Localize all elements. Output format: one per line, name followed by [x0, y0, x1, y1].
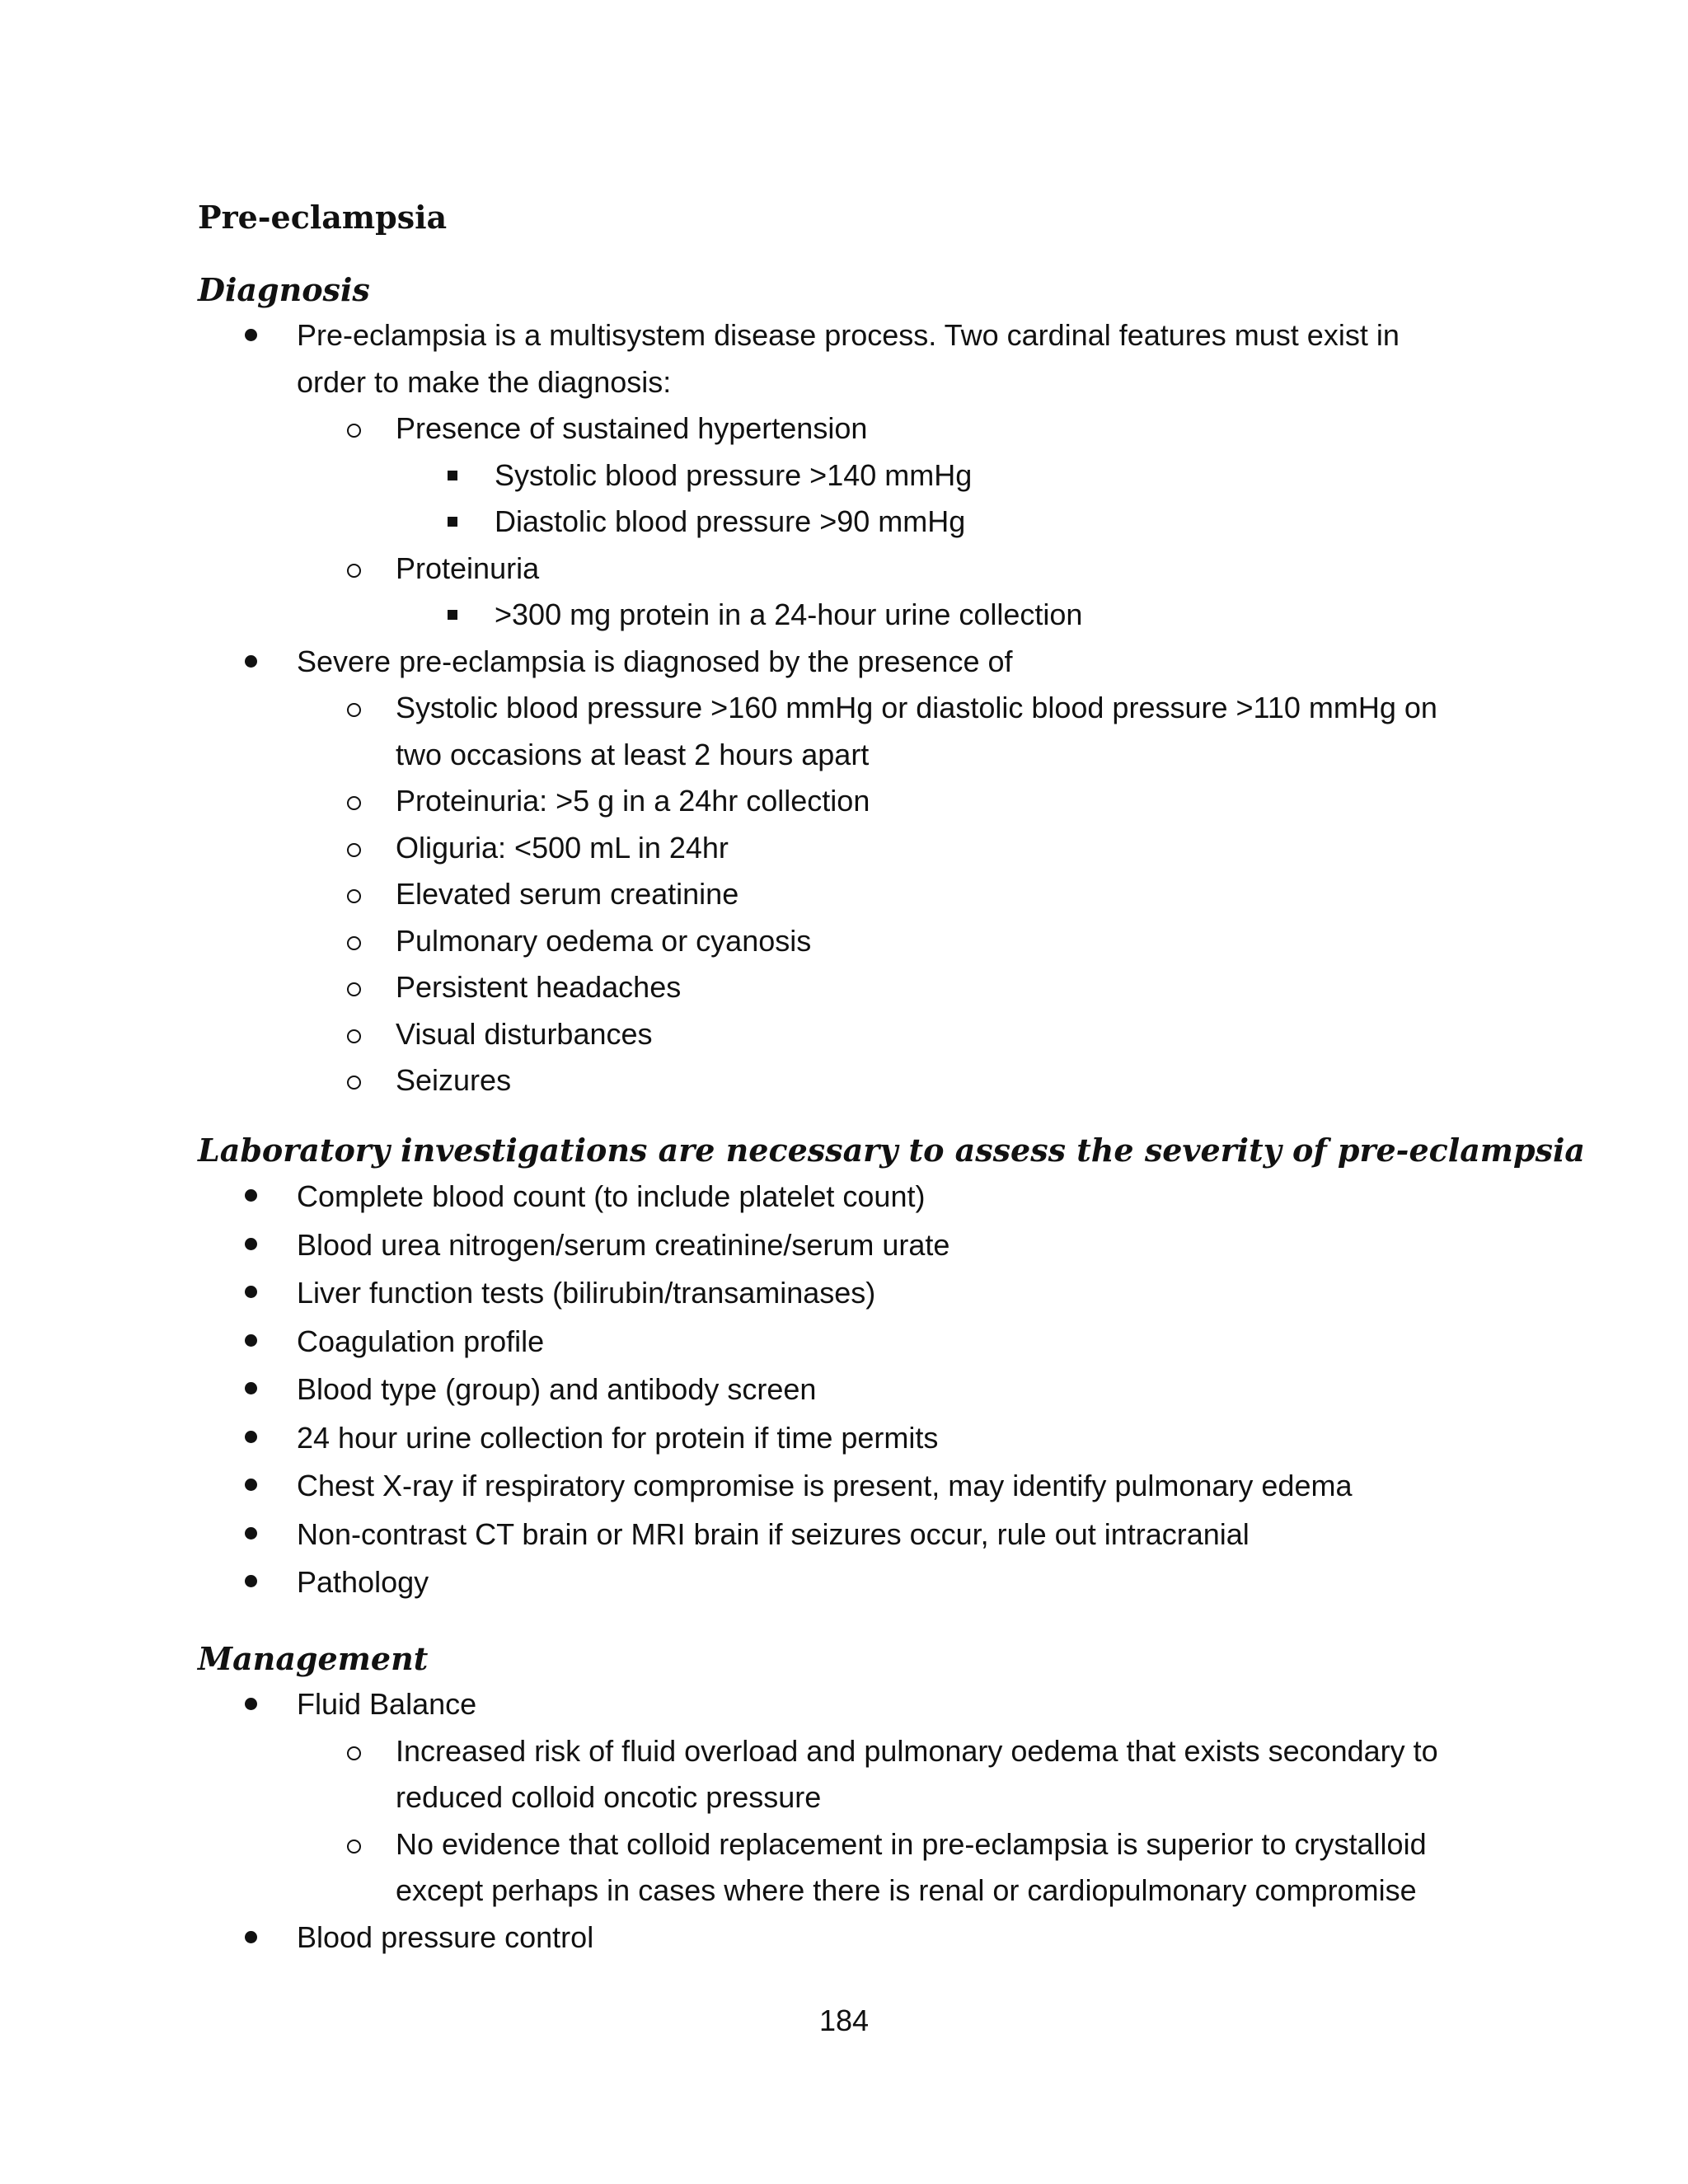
management-list [0, 1681, 1688, 1961]
page-title: Pre-eclampsia [198, 199, 448, 236]
bullet-square-icon [448, 592, 459, 638]
bullet-disc-icon [245, 1221, 258, 1268]
list-item-text: Oliguria: <500 mL in 24hr [396, 830, 729, 865]
list-item [0, 546, 1475, 593]
list-item-text: 24 hour urine collection for protein if time permits [297, 1420, 939, 1455]
list-item [0, 1511, 1475, 1559]
bullet-disc-icon [245, 1462, 258, 1508]
list-item [0, 918, 1475, 965]
list-item-text: Blood type (group) and antibody screen [297, 1372, 817, 1406]
list-item-text: Complete blood count (to include platelet count) [297, 1179, 926, 1213]
list-item-text: Fluid Balance [297, 1687, 477, 1721]
page-number: 184 [818, 2004, 870, 2037]
list-item-text: Severe pre-eclampsia is diagnosed by the presence of [297, 644, 1013, 678]
bullet-circle-icon [347, 871, 363, 917]
list-item-text: >300 mg protein in a 24-hour urine collection [495, 598, 1083, 631]
list-item-text: Increased risk of fluid overload and pulmonary oedema that exists secondary to reduced colloid oncotic pressure [396, 1733, 1438, 1814]
list-item-text: Pre-eclampsia is a multisystem disease process. Two cardinal features must exist in order to make the diagnosis: [297, 318, 1400, 399]
bullet-square-icon [448, 452, 459, 499]
list-item-text: No evidence that colloid replacement in pre-eclampsia is superior to crystalloid except perhaps in cases where there is renal or cardiopulmonary compromise [396, 1826, 1427, 1907]
list-item [0, 1821, 1475, 1915]
list-item-text: Blood urea nitrogen/serum creatinine/serum urate [297, 1227, 950, 1262]
management-heading: Management [198, 1640, 429, 1677]
list-item [0, 1462, 1475, 1511]
bullet-circle-icon [347, 778, 363, 824]
list-item [0, 825, 1475, 872]
list-item-text: Visual disturbances [396, 1016, 653, 1051]
list-item-text: Liver function tests (bilirubin/transaminases) [297, 1276, 876, 1310]
list-item-text: Diastolic blood pressure >90 mmHg [495, 504, 966, 538]
bullet-disc-icon [245, 312, 258, 359]
bullet-circle-icon [347, 546, 363, 592]
bullet-circle-icon [347, 1821, 363, 1868]
diagnosis-list [0, 312, 1688, 1104]
list-item [0, 1057, 1475, 1104]
list-item [0, 1366, 1475, 1414]
list-item-text: Systolic blood pressure >140 mmHg [495, 457, 973, 492]
list-item-text: Systolic blood pressure >160 mmHg or diastolic blood pressure >110 mmHg on two occasions at least 2 hours apart [396, 691, 1437, 771]
bullet-circle-icon [347, 825, 363, 871]
list-item [0, 499, 1475, 546]
list-item [0, 1221, 1475, 1270]
list-item [0, 592, 1475, 639]
list-item [0, 1269, 1475, 1318]
list-item [0, 964, 1475, 1011]
list-item-text: Presence of sustained hypertension [396, 411, 868, 445]
bullet-disc-icon [245, 1269, 258, 1315]
bullet-disc-icon [245, 1414, 258, 1460]
list-item-text: Seizures [396, 1063, 512, 1097]
list-item-text: Persistent headaches [396, 970, 682, 1004]
list-item [0, 312, 1475, 405]
bullet-disc-icon [245, 1558, 258, 1605]
list-item [0, 685, 1475, 778]
list-item [0, 778, 1475, 825]
list-item-text: Non-contrast CT brain or MRI brain if seizures occur, rule out intracranial [297, 1516, 1250, 1551]
list-item [0, 1318, 1475, 1366]
list-item [0, 639, 1475, 686]
diagnosis-heading: Diagnosis [198, 271, 370, 308]
bullet-circle-icon [347, 1728, 363, 1774]
list-item-text: Proteinuria [396, 551, 540, 585]
list-item-text: Blood pressure control [297, 1919, 594, 1954]
bullet-disc-icon [245, 1366, 258, 1412]
list-item [0, 452, 1475, 499]
list-item [0, 1681, 1475, 1728]
list-item-text: Pathology [297, 1565, 429, 1599]
list-item [0, 1728, 1475, 1821]
bullet-circle-icon [347, 1057, 363, 1104]
bullet-disc-icon [245, 1173, 258, 1219]
bullet-disc-icon [245, 1681, 258, 1727]
list-item [0, 1011, 1475, 1058]
list-item [0, 1915, 1475, 1961]
list-item [0, 405, 1475, 452]
list-item [0, 1558, 1475, 1607]
bullet-disc-icon [245, 1511, 258, 1557]
list-item-text: Chest X-ray if respiratory compromise is present, may identify pulmonary edema [297, 1469, 1353, 1502]
list-item [0, 1414, 1475, 1463]
list-item-text: Coagulation profile [297, 1324, 545, 1358]
bullet-circle-icon [347, 1011, 363, 1057]
bullet-disc-icon [245, 1318, 258, 1364]
list-item [0, 1173, 1475, 1221]
bullet-circle-icon [347, 685, 363, 731]
list-item-text: Proteinuria: >5 g in a 24hr collection [396, 784, 870, 818]
list-item-text: Elevated serum creatinine [396, 877, 739, 911]
bullet-circle-icon [347, 964, 363, 1010]
list-item-text: Pulmonary oedema or cyanosis [396, 923, 812, 958]
bullet-circle-icon [347, 918, 363, 964]
bullet-square-icon [448, 499, 459, 545]
bullet-disc-icon [245, 1915, 258, 1961]
bullet-circle-icon [347, 405, 363, 452]
laboratory-heading: Laboratory investigations are necessary to assess the severity of pre-eclampsia [198, 1132, 1586, 1169]
bullet-disc-icon [245, 639, 258, 685]
laboratory-list [0, 1173, 1688, 1607]
list-item [0, 871, 1475, 918]
